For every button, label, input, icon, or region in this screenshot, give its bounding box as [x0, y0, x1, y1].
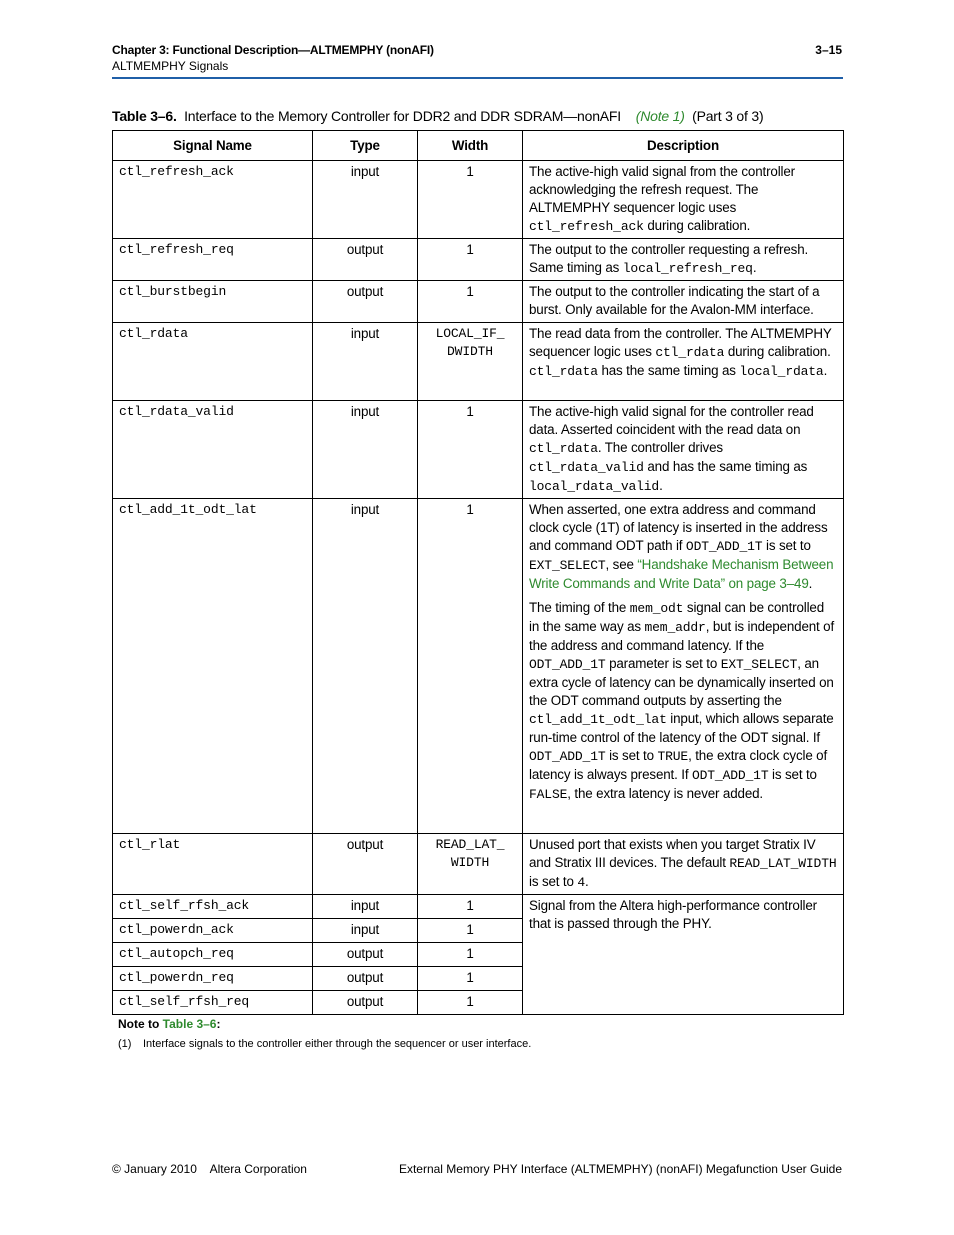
- description-text: .: [752, 260, 757, 275]
- table-row: [113, 499, 844, 834]
- table-row: [113, 323, 844, 401]
- code-term: ctl_rdata: [529, 364, 598, 379]
- description-text: . The controller drives: [597, 440, 723, 455]
- signal-description-cell: Signal from the Altera high-performance controller that is passed through the PHY.: [523, 895, 844, 1015]
- notes-title-prefix: Note to: [118, 1017, 163, 1031]
- chapter-heading: Chapter 3: Functional Description—ALTMEMPHY (nonAFI): [112, 43, 434, 57]
- description-text: has the same timing as: [597, 363, 740, 378]
- description-text: The read data from the controller. The ALTMEMPHY sequencer logic uses: [529, 326, 832, 359]
- signal-description-cell: [523, 161, 844, 239]
- table-row: [113, 161, 844, 239]
- code-term: local_refresh_req: [622, 261, 753, 276]
- column-header-description: Description: [523, 131, 844, 161]
- width-line: LOCAL_IF_: [435, 326, 505, 341]
- description-text: The active-high valid signal from the controller acknowledging the refresh request. The ALTMEMPHY sequencer logic uses: [529, 164, 795, 215]
- signal-width-cell: 1: [418, 161, 523, 239]
- description-text: .: [823, 363, 828, 378]
- width-line: READ_LAT_: [435, 837, 505, 852]
- code-term: ODT_ADD_1T: [529, 749, 606, 764]
- signal-name-cell: ctl_self_rfsh_ack: [113, 895, 313, 919]
- description-text: , but is independent of the address and command latency. If the: [529, 619, 835, 653]
- caption-label: Table 3–6.: [112, 108, 177, 124]
- description-text: , see: [605, 557, 638, 572]
- code-term: EXT_SELECT: [720, 657, 798, 672]
- signal-name-cell: ctl_add_1t_odt_lat: [113, 499, 313, 834]
- signal-name-cell: ctl_autopch_req: [113, 943, 313, 967]
- code-term: TRUE: [657, 749, 689, 764]
- description-text: during calibration.: [643, 218, 751, 233]
- code-term: ctl_add_1t_odt_lat: [529, 712, 667, 727]
- signal-width-cell: 1: [418, 943, 523, 967]
- code-term: mem_odt: [629, 601, 684, 616]
- signal-name-cell: ctl_self_rfsh_req: [113, 991, 313, 1015]
- signal-description-cell: [523, 323, 844, 401]
- page-number: 3–15: [815, 43, 842, 57]
- code-term: local_rdata_valid: [529, 479, 660, 494]
- code-term: ctl_rdata: [655, 345, 725, 360]
- signal-table: [112, 130, 844, 1015]
- signal-name-cell: ctl_powerdn_req: [113, 967, 313, 991]
- description-text: during calibration.: [724, 344, 831, 359]
- signal-type-cell: output: [313, 943, 418, 967]
- signal-description-cell: [523, 499, 844, 834]
- code-term: ctl_rdata: [529, 441, 598, 456]
- signal-description-cell: [523, 834, 844, 895]
- caption-title: Interface to the Memory Controller for DDR2 and DDR SDRAM—nonAFI: [184, 108, 621, 124]
- note-text: Interface signals to the controller either through the sequencer or user interface.: [143, 1038, 532, 1050]
- table-row: [113, 895, 844, 919]
- signal-name-cell: ctl_rdata: [113, 323, 313, 401]
- code-term: local_rdata: [739, 364, 824, 379]
- description-text: The output to the controller requesting a refresh. Same timing as: [529, 242, 809, 275]
- code-term: ODT_ADD_1T: [685, 539, 763, 554]
- description-text: The timing of the: [529, 600, 630, 615]
- signal-width-cell: 1: [418, 991, 523, 1015]
- code-term: ctl_rdata_valid: [529, 460, 644, 475]
- description-text: is set to: [768, 767, 817, 782]
- description-text: , the extra latency is never added.: [567, 786, 763, 801]
- signal-name-cell: ctl_rlat: [113, 834, 313, 895]
- code-term: ctl_refresh_ack: [529, 219, 644, 234]
- width-line: WIDTH: [450, 855, 490, 870]
- code-term: mem_addr: [644, 620, 706, 635]
- code-term: ODT_ADD_1T: [529, 657, 606, 672]
- signal-description-cell: The output to the controller indicating the start of a burst. Only available for the Avalon-MM interface.: [523, 281, 844, 323]
- table-row: [113, 239, 844, 281]
- column-header-type: Type: [313, 131, 418, 161]
- notes-table-link[interactable]: Table 3–6: [162, 1017, 217, 1031]
- column-header-signal-name: Signal Name: [113, 131, 313, 161]
- signal-name-cell: ctl_refresh_ack: [113, 161, 313, 239]
- signal-type-cell: output: [313, 834, 418, 895]
- description-text: , the extra clock cycle of latency is always present. If: [529, 748, 828, 782]
- header-rule: [112, 77, 843, 79]
- description-text: Unused port that exists when you target Stratix IV and Stratix III devices. The default: [529, 837, 816, 870]
- code-term: EXT_SELECT: [529, 558, 606, 573]
- signal-width-cell: 1: [418, 401, 523, 499]
- column-header-width: Width: [418, 131, 523, 161]
- signal-name-cell: ctl_powerdn_ack: [113, 919, 313, 943]
- table-header-row: [113, 131, 844, 161]
- footer-document-title: External Memory PHY Interface (ALTMEMPHY) (nonAFI) Megafunction User Guide: [398, 1162, 842, 1176]
- signal-description-cell: [523, 239, 844, 281]
- signal-type-cell: input: [313, 895, 418, 919]
- signal-type-cell: input: [313, 161, 418, 239]
- table-note: [118, 1038, 531, 1050]
- signal-type-cell: output: [313, 239, 418, 281]
- signal-type-cell: output: [313, 967, 418, 991]
- description-paragraph: [529, 501, 837, 593]
- description-text: .: [585, 874, 589, 889]
- signal-type-cell: input: [313, 919, 418, 943]
- table-row: [113, 834, 844, 895]
- signal-description-cell: [523, 401, 844, 499]
- signal-type-cell: output: [313, 281, 418, 323]
- table-row: [113, 401, 844, 499]
- code-term: FALSE: [529, 787, 568, 802]
- cross-reference-link[interactable]: “Handshake Mechanism Between Write Commands and Write Data” on page 3–49: [529, 557, 834, 591]
- signal-type-cell: output: [313, 991, 418, 1015]
- signal-width-cell: [418, 323, 523, 401]
- signal-width-cell: 1: [418, 895, 523, 919]
- signal-name-cell: ctl_burstbegin: [113, 281, 313, 323]
- table-row: [113, 281, 844, 323]
- code-term: 4: [577, 875, 586, 890]
- signal-width-cell: [418, 834, 523, 895]
- description-text: is set to: [529, 874, 578, 889]
- signal-name-cell: ctl_refresh_req: [113, 239, 313, 281]
- description-text: , an extra cycle of latency can be dynamically inserted on the ODT command outputs by asserting the: [529, 656, 834, 708]
- notes-title: [118, 1017, 220, 1031]
- description-text: and has the same timing as: [643, 459, 808, 474]
- code-term: READ_LAT_WIDTH: [729, 856, 837, 871]
- signal-type-cell: input: [313, 323, 418, 401]
- footer-copyright: © January 2010 Altera Corporation: [112, 1162, 307, 1176]
- signal-width-cell: 1: [418, 499, 523, 834]
- signal-type-cell: input: [313, 401, 418, 499]
- description-text: The active-high valid signal for the controller read data. Asserted coincident with the read data on: [529, 404, 814, 437]
- code-term: ODT_ADD_1T: [691, 768, 769, 783]
- notes-title-suffix: :: [216, 1017, 221, 1031]
- signal-name-cell: ctl_rdata_valid: [113, 401, 313, 499]
- signal-width-cell: 1: [418, 281, 523, 323]
- description-text: input, which allows separate run-time control of the latency of the ODT signal. If: [529, 711, 834, 745]
- description-text: signal can be controlled in the same way as: [529, 600, 824, 634]
- description-text: is set to: [605, 748, 658, 763]
- description-text: .: [808, 576, 813, 591]
- signal-width-cell: 1: [418, 967, 523, 991]
- signal-type-cell: input: [313, 499, 418, 834]
- table-caption: [112, 108, 763, 124]
- caption-part: (Part 3 of 3): [692, 108, 764, 124]
- note-number: (1): [118, 1038, 132, 1050]
- signal-width-cell: 1: [418, 239, 523, 281]
- description-text: parameter is set to: [605, 656, 721, 671]
- description-text: When asserted, one extra address and command clock cycle (1T) of latency is inserted in the address and command ODT path if: [529, 502, 828, 553]
- section-heading: ALTMEMPHY Signals: [112, 59, 229, 73]
- description-text: is set to: [762, 538, 811, 553]
- description-text: .: [659, 478, 663, 493]
- caption-note-link[interactable]: (Note 1): [635, 108, 685, 124]
- signal-width-cell: 1: [418, 919, 523, 943]
- width-line: DWIDTH: [447, 344, 493, 359]
- description-paragraph: [529, 599, 837, 804]
